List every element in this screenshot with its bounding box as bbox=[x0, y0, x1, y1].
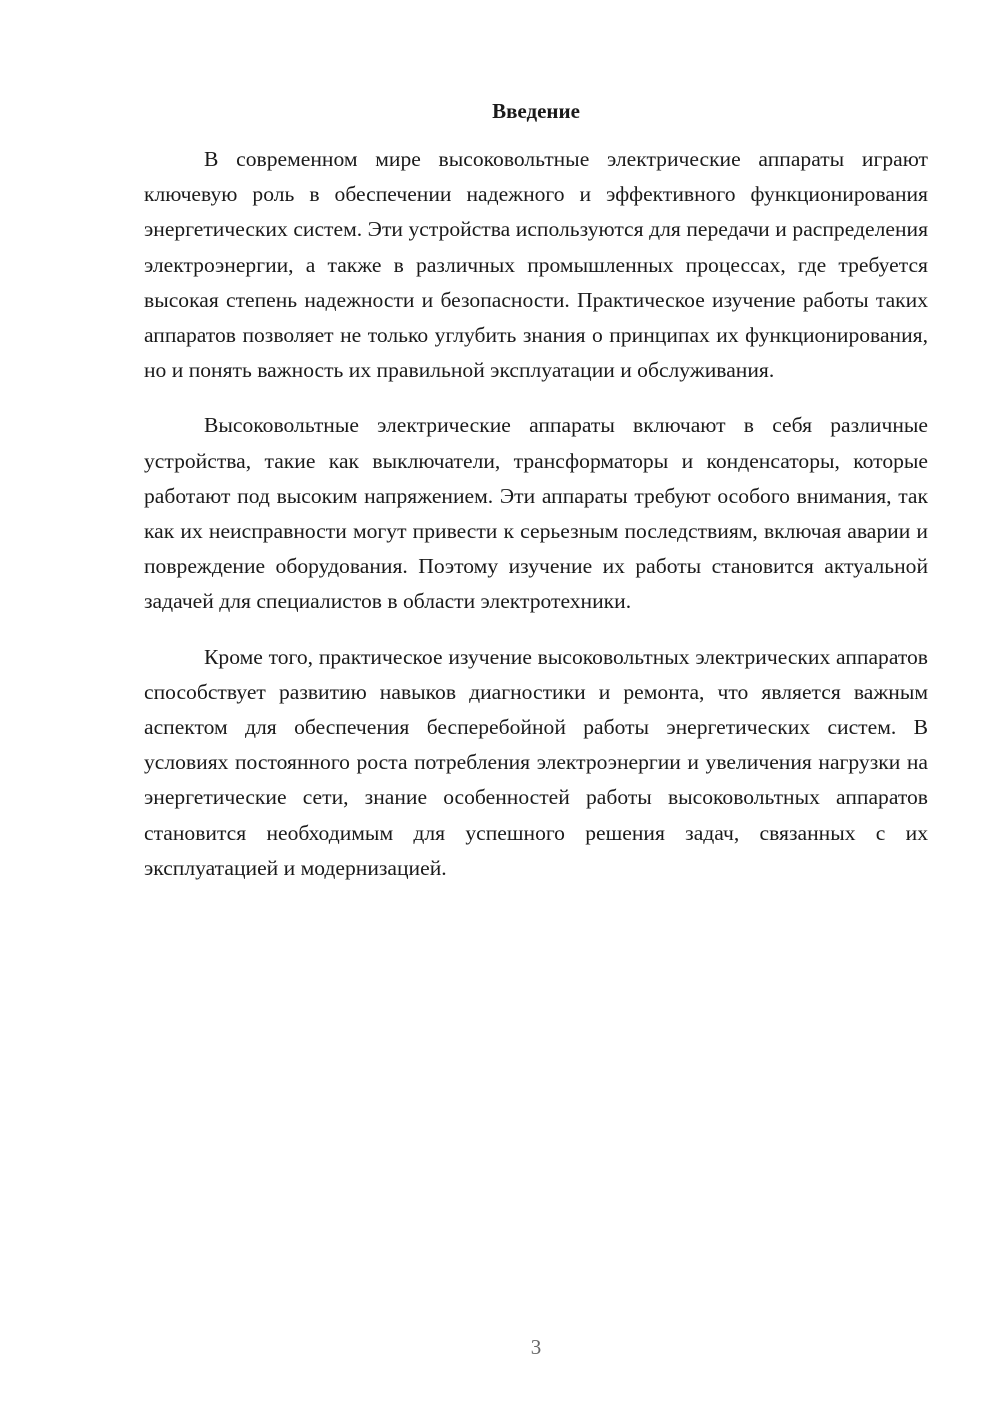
paragraph-3: Кроме того, практическое изучение высоковольтных электрических аппаратов способствует развитию навыков диагностики и ремонта, что является важным аспектом для обеспечения бесперебойной работы энергетических систем. В условиях постоянного роста потребления электроэнергии и увеличения нагрузки на энергетические сети, знание особенностей работы высоковольтных аппаратов становится необходимым для успешного решения задач, связанных с их эксплуатацией и модернизацией. bbox=[144, 644, 928, 880]
page-number: 3 bbox=[530, 1335, 542, 1359]
paragraph-1: В современном мире высоковольтные электрические аппараты играют ключевую роль в обеспечении надежного и эффективного функционирования энергетических систем. Эти устройства используются для передачи и распределения электроэнергии, а также в различных промышленных процессах, где требуется высокая степень надежности и безопасности. Практическое изучение работы таких аппаратов позволяет не только углубить знания о принципах их функционирования, но и понять важность их правильной эксплуатации и обслуживания. bbox=[144, 147, 928, 383]
body-text bbox=[144, 142, 928, 906]
section-heading: Введение bbox=[492, 99, 580, 123]
paragraph-2: Высоковольтные электрические аппараты включают в себя различные устройства, такие как выключатели, трансформаторы и конденсаторы, которые работают под высоким напряжением. Эти аппараты требуют особого внимания, так как их неисправности могут привести к серьезным последствиям, включая аварии и повреждение оборудования. Поэтому изучение их работы становится актуальной задачей для специалистов в области электротехники. bbox=[144, 413, 928, 614]
